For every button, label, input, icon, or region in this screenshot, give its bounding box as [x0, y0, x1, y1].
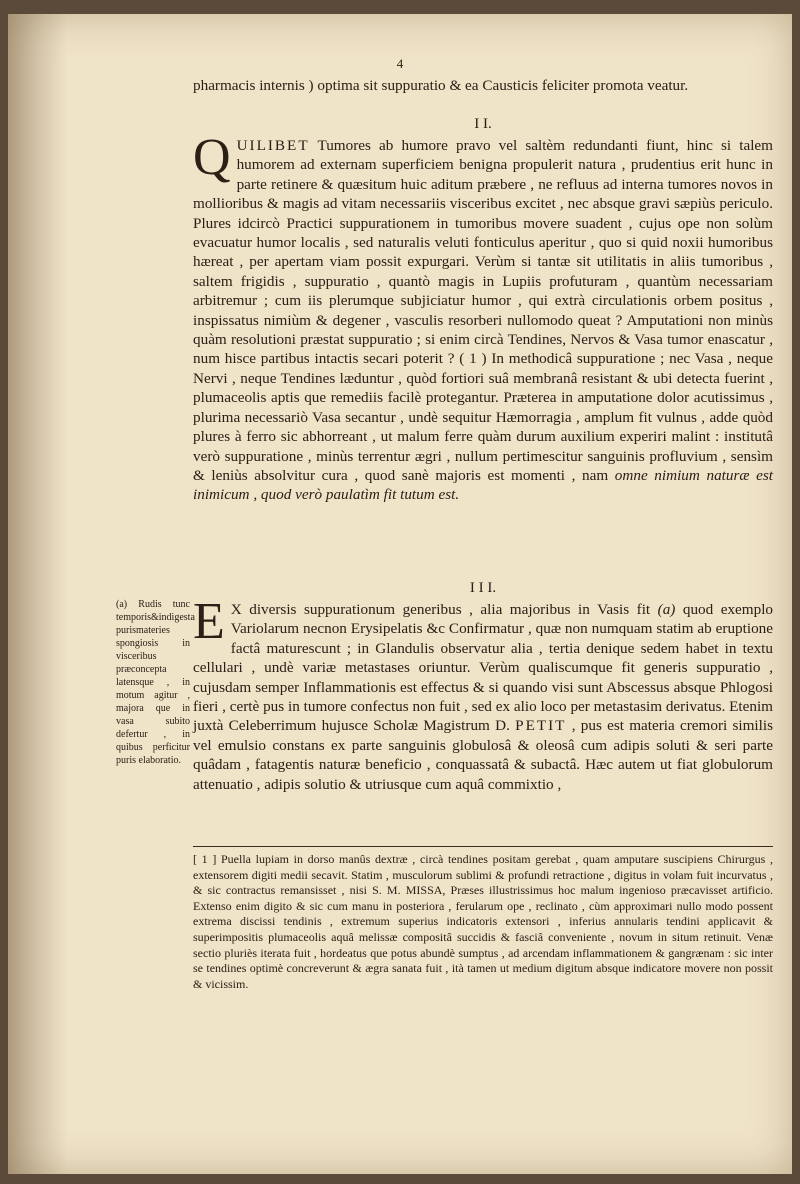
- footnote-mark-a: (a): [657, 601, 676, 618]
- section-3-paragraph: [193, 593, 774, 794]
- section-heading-3: I I I.: [469, 580, 497, 596]
- book-page: [8, 14, 792, 1174]
- section-2-body: Tumores ab humore pravo vel saltèm redundanti fiunt, hinc si talem humorem ad externam superficiem benigna propulerit natura , prudentius erit hunc in parte retinere & quæsitum huic aditum præbere , ne refluus ad interna tumores novos in mollioribus & magis ad vitam necessariis visceribus excitet , nec absque gravi sæpiùs periculo. Plures idcircò Practici suppurationem in tumoribus movere suadent , cujus ope non solùm evacuatur humor localis , sed naturalis veluti fonticulus aperitur , quo si quid noxii humoribus hæreat , per apertam viam possit expurgari. Verùm si tantæ sit utilitatis in aliis tumoribus , saltem frigidis , suppuratio , quantò magis in Lupiis profuturam , quantùm necessariam arbitremur ; cum iis plerumque subjiciatur humor , qui extrà circulationis orbem positus , inspissatus nimiùm & degener , vasculis resorberi nullomodo queat ? Amputationi non minùs quàm resolutioni præstat suppuratio ; si enim circà Tendines, Nervos & Vasa tumor enascatur , num hisce partibus intactis secari poterit ? ( 1 ) In methodicâ suppuratione ; nec Vasa , neque Nervi , neque Tendines læduntur , quòd fortiori suâ membranâ resistant & ubi detecta fuerint , plumaceolis aptis que remediis facilè protegantur. Præterea in amputatione dolor acutissimus , plurima necessariò Vasa secantur , undè sequitur Hæmorragia , amplum fit vulnus , adde quòd plures à ferro sic abhorreant , ut malum ferre quàm durum auxilium experiri malint : institutâ verò suppuratione , minùs terrentur ægri , nullum pertimescitur sanguinis profluvium , sensìm & leniùs absolvitur cura , quod sanè majoris est momenti , nam: [193, 137, 773, 484]
- section-3-body-b: quod exemplo Variolarum necnon Erysipelatis &c Confirmatur , quæ non numquam statim ab eruptione factâ maturescunt ; in Glandulis observatur alia , tertia denique sedem habet in textu cellulari , undè variæ metastases oriuntur. Verùm qualiscumque fit generis suppuratio , cujusdam semper Inflammationis est effectus & si quando visi sunt Abscessus absque Phlogosi fieri , certè pus in tumore confectus non fuit , sed ex alio loco per metastasim derivatus. Etenim juxtà Celeberrimum hujusce Scholæ Magistrum D.: [193, 601, 774, 735]
- name-petit: PETIT: [515, 717, 567, 735]
- footnote-rule: [193, 846, 773, 847]
- intro-paragraph: pharmacis internis ) optima sit suppuratio & ea Causticis feliciter promota veatur.: [193, 77, 689, 94]
- section-heading-2: I I.: [474, 116, 492, 132]
- section-3-body-c: , pus est materia cremori similis vel emulsio constans ex parte sanguinis globulosâ & oleosâ cum adipis soluti & seri parte quâdam , fatagentis naturæ beneficio , conquassatâ & subactâ. Hæc autem ut fiat globulorum attenuatio , adipis solutio & utriusque cum aquâ commixtio ,: [193, 717, 773, 793]
- section-3-body-a: X diversis suppurationum generibus , alia majoribus in Vasis fit: [230, 601, 651, 618]
- section-2-first-word: UILIBET: [236, 137, 310, 154]
- section-2-paragraph: [193, 129, 773, 505]
- dropcap-q: Q: [193, 129, 231, 186]
- page-spine-shadow: [8, 14, 68, 1174]
- page-number: 4: [396, 56, 404, 71]
- dropcap-e: E: [193, 593, 225, 650]
- footnote-1: [ 1 ] Puella lupiam in dorso manûs dextræ , circà tendines positam gerebat , quam amputare suscipiens Chirurgus , extensorem digiti medii secavit. Statim , musculorum sublimi & profundi retractione , digitus in volam fuit incurvatus , & sic contractus remansisset , nisi S. M. MISSA, Præses illustrissimus hoc malum ingenioso præcavisset artificio. Extenso enim digito & sic cum manu in posteriora , ferularum ope , reclinato , cùm approximari nullo modo possent extrema discissi tendinis , extremum superius indicatoris extensori , inferius annularis tendini applicavit & superimpositis plumaceolis aquâ melissæ compositâ succidis & fasciâ conveniente , novum in situm retinuit. Venæ sectio pluriès iterata fuit , hordeatus que potus abundè sumptus , ad arcendam inflammationem & gangrænam : sic inter se tendines optimè concreverunt & ægra sanata fuit , ità tamen ut medium digitum absque indicatore movere non possit & vicissim.: [193, 852, 773, 991]
- margin-note-a: (a) Rudis tunc temporis&indigesta purismateries spongiosis in visceribus præconcepta latensque , in motum agitur , majora que in vasa subito defertur , in quibus perficitur puris elaboratio.: [116, 599, 195, 766]
- section-2-quote: omne nimium naturæ est inimicum , quod verò paulatìm fit tutum est.: [193, 466, 773, 504]
